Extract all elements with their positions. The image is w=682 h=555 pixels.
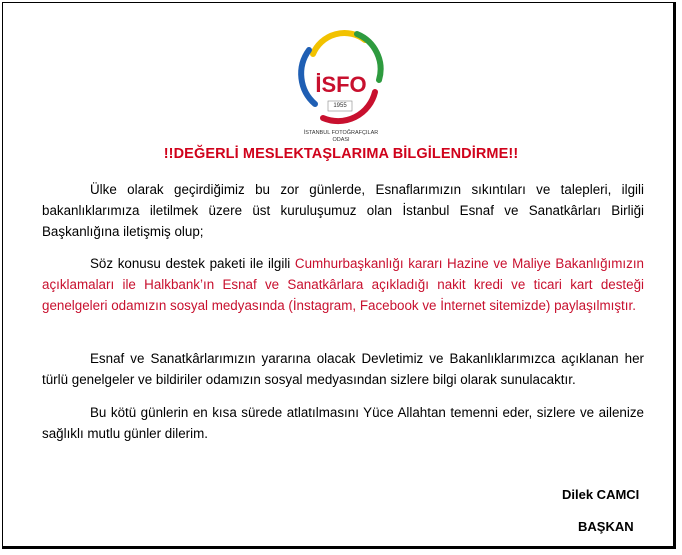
signature-name: Dilek CAMCI [562, 487, 640, 502]
logo-org-line2: ODASI [332, 137, 350, 143]
paragraph-1: Ülke olarak geçirdiğimiz bu zor günlerde, Esnaflarımızın sıkıntıları ve talepleri, ilgili bakanlıklarımıza iletilmek üzere üst kuruluşumuz olan İstanbul Esnaf ve Sanatkârları Birliği Başkanlığına iletişmiş olup; [42, 182, 644, 239]
paragraph-2 [42, 253, 644, 316]
logo-org-line1: İSTANBUL FOTOĞRAFÇILAR [303, 130, 379, 136]
document-title: !!DEĞERLİ MESLEKTAŞLARIMA BİLGİLENDİRME!! [163, 146, 519, 162]
logo-wordmark: İSFO [315, 72, 367, 97]
paragraph-2-text: Söz konusu destek paketi ile ilgili [90, 256, 295, 271]
paragraph-3: Esnaf ve Sanatkârlarımızın yararına olacak Devletimiz ve Bakanlıklarımızca açıklanan her türlü genelgeler ve bildiriler odamızın sosyal medyasından sizlere bilgi olarak sunulacaktır. [42, 351, 644, 387]
paragraph-2-highlight: Cumhurbaşkanlığı kararı Hazine ve Maliye Bakanlığımızın açıklamaları ile Halkbank’ın Esnaf ve Sanatkârlara açıkladığı nakit kredi ve ticari kart desteği genelgeleri odamızın sosyal medyasında (İnstagram, Facebook ve İnternet sitemizde) paylaşılmıştır. [42, 256, 645, 313]
signature-role: BAŞKAN [578, 519, 634, 534]
paragraph-4: Bu kötü günlerin en kısa sürede atlatılmasını Yüce Allahtan temenni eder, sizlere ve ailenize sağlıklı mutlu günler dilerim. [42, 405, 644, 441]
logo-org-name [295, 130, 387, 144]
logo-year: 1955 [333, 103, 347, 109]
isfo-logo [295, 22, 387, 142]
